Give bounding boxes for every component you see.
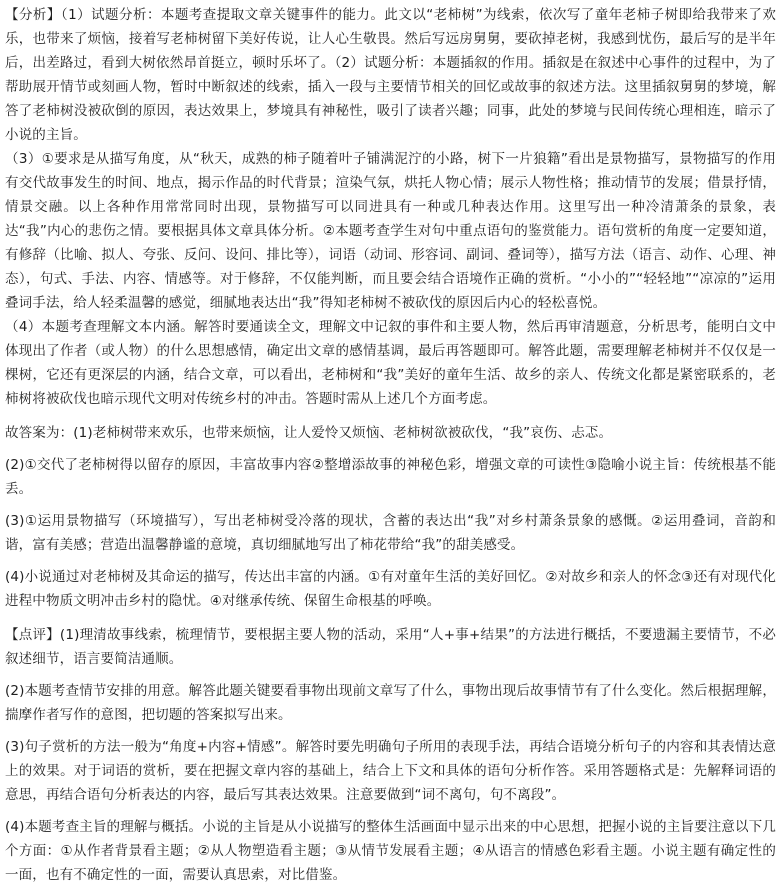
analysis-paragraph-1: 【分析】（1）试题分析：本题考查提取文章关键事件的能力。此文以“老柿树”为线索，依次写了童年老柿子树即给我带来了欢乐，也带来了烦恼，接着写老柿树留下美好传说，让人心生敬畏。然后写远房舅舅，要砍掉老树，我感到忧伤，最后写的是半年后，出差路过，看到大树依然昂首挺立，顿时乐坏了。（2）试题分析：本题插叙的作用。插叙是在叙述中心事件的过程中，为了帮助展开情节或刻画人物，暂时中断叙述的线索，插入一段与主要情节相关的回忆或故事的叙述方法。这里插叙舅舅的梦境，解答了老柿树没被砍倒的原因，表达效果上，梦境具有神秘性，吸引了读者兴趣；同事，此处的梦境与民间传统心理相连，暗示了小说的主旨。 [5,7,776,143]
answer-4: (4)小说通过对老柿树及其命运的描写，传达出丰富的内涵。①有对童年生活的美好回忆。②对故乡和亲人的怀念③还有对现代化进程中物质文明冲击乡村的隐忧。④对继承传统、保留生命根基的呼唤。 [5,569,776,609]
comment-4: (4)本题考查主旨的理解与概括。小说的主旨是从小说描写的整体生活画面中显示出来的中心思想，把握小说的主旨要注意以下几个方面：①从作者背景看主题；②从人物塑造看主题；③从情节发展看主题；④从语言的情感色彩看主题。小说主题有确定性的一面，也有不确定性的一面，需要认真思索，对比借鉴。 [5,819,776,883]
comment-3: (3)句子赏析的方法一般为“角度+内容+情感”。解答时要先明确句子所用的表现手法，再结合语境分析句子的内容和其表情达意上的效果。对于词语的赏析，要在把握文章内容的基础上，结合上下文和具体的语句分析作答。采用答题格式是：先解释词语的意思，再结合语句分析表达的内容，最后写其表达效果。注意要做到“词不离句，句不离段”。 [5,739,776,803]
comment-1: 【点评】(1)理清故事线索，梳理情节，要根据主要人物的活动，采用“人+事+结果”的方法进行概括，不要遗漏主要情节，不必叙述细节，语言要简洁通顺。 [5,627,776,667]
answer-1: 故答案为：(1)老柿树带来欢乐，也带来烦恼，让人爱怜又烦恼、老柿树欲被砍伐，“我”哀伤、忐忑。 [5,425,613,441]
answer-3: (3)①运用景物描写（环境描写），写出老柿树受冷落的现状，含蓄的表达出“我”对乡村萧条景象的感慨。②运用叠词，音韵和谐，富有美感；营造出温馨静谧的意境，真切细腻地写出了柿花带给“我”的甜美感受。 [5,513,776,553]
comment-2: (2)本题考查情节安排的用意。解答此题关键要看事物出现前文章写了什么，事物出现后故事情节有了什么变化。然后根据理解，揣摩作者写作的意图，把切题的答案拟写出来。 [5,683,776,723]
analysis-paragraph-3: （4）本题考查理解文本内涵。解答时要通读全文，理解文中记叙的事件和主要人物，然后再审清题意，分析思考，能明白文中体现出了作者（或人物）的什么思想感情，确定出文章的感情基调，最后再答题即可。解答此题，需要理解老柿树并不仅仅是一棵树，它还有更深层的内涵，结合文章，可以看出，老柿树和“我”美好的童年生活、故乡的亲人、传统文化都是紧密联系的，老柿树将被砍伐也暗示现代文明对传统乡村的冲击。答题时需从上述几个方面考虑。 [5,319,776,407]
analysis-paragraph-2: （3）①要求是从描写角度，从“秋天，成熟的柿子随着叶子铺满泥泞的小路，树下一片狼籍”看出是景物描写，景物描写的作用有交代故事发生的时间、地点，揭示作品的时代背景；渲染气氛，烘托人物心情；展示人物性格；推动情节的发展；借景抒情，情景交融。以上各种作用常常同时出现，景物描写可以同进具有一种或几种表达作用。这里写出一种冷清萧条的景象，表达“我”内心的悲伤之情。要根据具体文章具体分析。②本题考查学生对句中重点语句的鉴赏能力。语句赏析的角度一定要知道，有修辞（比喻、拟人、夸张、反问、设问、排比等），词语（动词、形容词、副词、叠词等），描写方法（语言、动作、心理、神态），句式、手法、内容、情感等。对于修辞，不仅能判断，而且要会结合语境作正确的赏析。“小小的”“轻轻地”“凉凉的”运用叠词手法，给人轻柔温馨的感觉，细腻地表达出“我”得知老柿树不被砍伐的原因后内心的轻松喜悦。 [5,151,776,311]
answer-2: (2)①交代了老柿树得以留存的原因，丰富故事内容②整增添故事的神秘色彩，增强文章的可读性③隐喻小说主旨：传统根基不能丢。 [5,457,776,497]
